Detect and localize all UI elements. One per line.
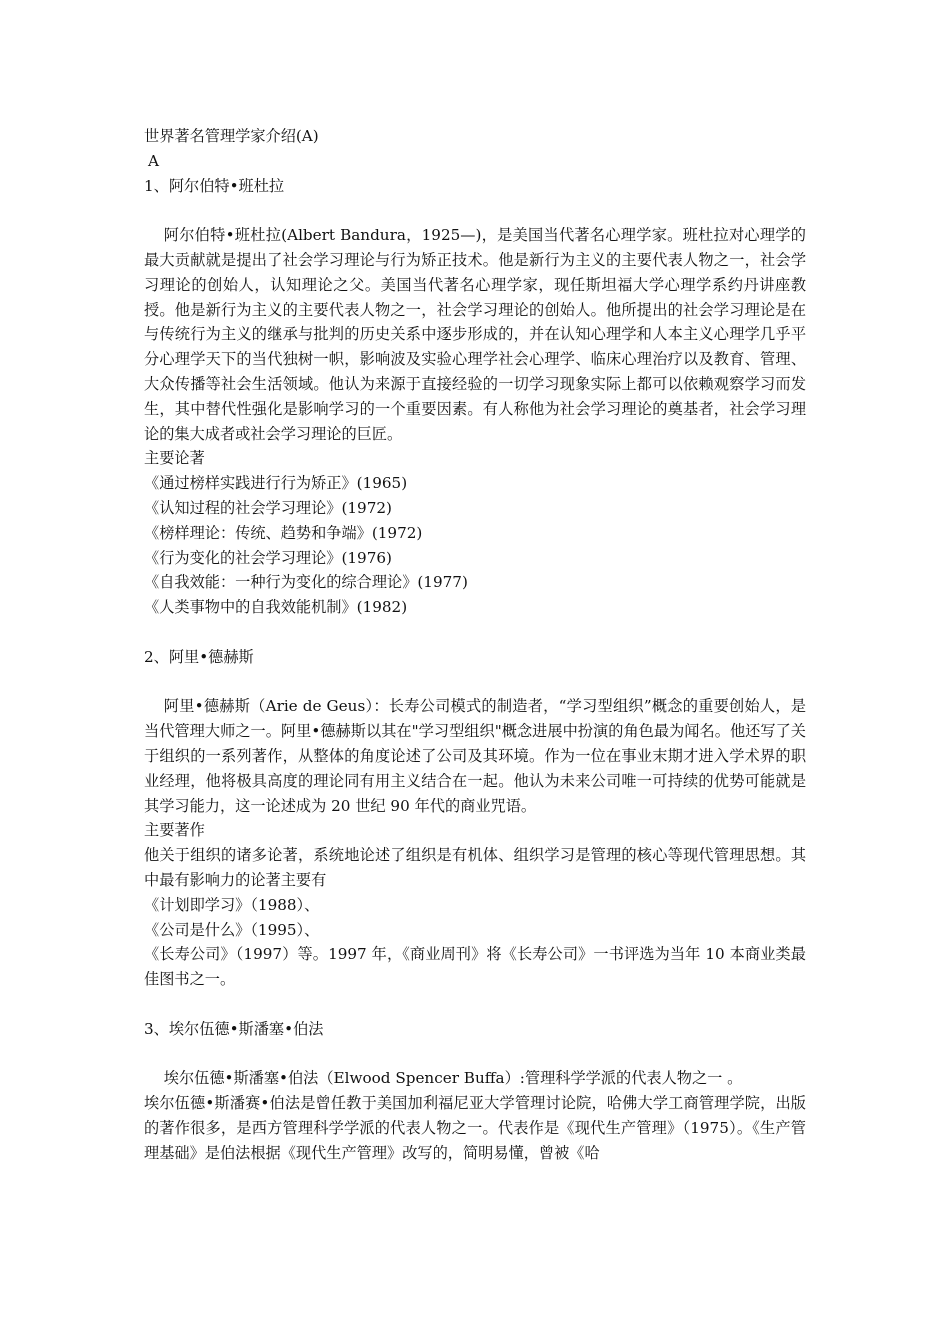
list-item: 《自我效能：一种行为变化的综合理论》(1977): [144, 573, 468, 592]
spacer: [144, 620, 806, 645]
bio-paragraph-buffa: 埃尔伍德•斯潘赛•伯法是曾任教于美国加利福尼亚大学管理讨论院，哈佛大学工商管理学院，出版的著作很多，是西方管理科学学派的代表人物之一。代表作是《现代生产管理》（1975）。《生产管理基础》是伯法根据《现代生产管理》改写的，简明易懂，曾被《哈: [144, 1094, 806, 1162]
spacer: [144, 670, 806, 695]
works-last-de-geus: 《长寿公司》（1997）等。1997 年，《商业周刊》将《长寿公司》一书评选为当年 10 本商业类最佳图书之一。: [144, 945, 806, 989]
list-item: 《人类事物中的自我效能机制》(1982): [144, 598, 408, 617]
document-title: 世界著名管理学家介绍(A): [144, 127, 319, 145]
spacer: [144, 1041, 806, 1066]
list-item: 《行为变化的社会学习理论》(1976): [144, 548, 392, 567]
bio-paragraph-bandura: 阿尔伯特•班杜拉(Albert Bandura，1925—)，是美国当代著名心理学家。班杜拉对心理学的最大贡献就是提出了社会学习理论与行为矫正技术。他是新行为主义的主要代表人物之一，社会学习理论的创始人，认知理论之父。美国当代著名心理学家，现任斯坦福大学心理学系约丹讲座教授。他是新行为主义的主要代表人物之一，社会学习理论的创始人。他所提出的社会学习理论是在与传统行为主义的继承与批判的历史关系中逐步形成的，并在认知心理学和人本主义心理学几乎平分心理学天下的当代独树一帜，影响波及实验心理学社会心理学、临床心理治疗以及教育、管理、大众传播等社会生活领域。他认为来源于直接经验的一切学习现象实际上都可以依赖观察学习而发生，其中替代性强化是影响学习的一个重要因素。有人称他为社会学习理论的奠基者，社会学习理论的集大成者或社会学习理论的巨匠。: [144, 226, 806, 443]
list-item: 《公司是什么》（1995）、: [144, 920, 320, 939]
section-heading-buffa: 3、埃尔伍德•斯潘塞•伯法: [144, 1019, 324, 1038]
intro-paragraph-buffa: 埃尔伍德•斯潘塞•伯法（Elwood Spencer Buffa）:管理科学学派的代表人物之一 。: [163, 1069, 743, 1088]
works-intro-de-geus: 他关于组织的诸多论著，系统地论述了组织是有机体、组织学习是管理的核心等现代管理思想。其中最有影响力的论著主要有: [144, 846, 806, 889]
section-heading-de-geus: 2、阿里•德赫斯: [144, 647, 254, 666]
spacer: [144, 198, 806, 223]
list-item: 《计划即学习》（1988）、: [144, 895, 320, 914]
works-list-bandura: [144, 471, 806, 620]
document-page: [144, 124, 806, 1165]
list-item: 《认知过程的社会学习理论》(1972): [144, 498, 392, 517]
list-item: 《通过榜样实践进行行为矫正》(1965): [144, 474, 408, 493]
list-item: 《榜样理论：传统、趋势和争端》(1972): [144, 523, 423, 542]
section-heading-bandura: 1、阿尔伯特•班杜拉: [144, 176, 285, 195]
bio-paragraph-de-geus: 阿里•德赫斯（Arie de Geus）：长寿公司模式的制造者，“学习型组织”概念的重要创始人，是当代管理大师之一。阿里•德赫斯以其在"学习型组织"概念进展中扮演的角色最为闻名。他还写了关于组织的一系列著作，从整体的角度论述了公司及其环境。作为一位在事业末期才进入学术界的职业经理，他将极具高度的理论同有用主义结合在一起。他认为未来公司唯一可持续的优势可能就是其学习能力，这一论述成为 20 世纪 90 年代的商业咒语。: [144, 697, 806, 815]
spacer: [144, 992, 806, 1017]
works-label-bandura: 主要论著: [144, 449, 205, 468]
section-letter: A: [148, 151, 159, 170]
works-label-de-geus: 主要著作: [144, 821, 205, 840]
works-list-de-geus: [144, 893, 806, 943]
